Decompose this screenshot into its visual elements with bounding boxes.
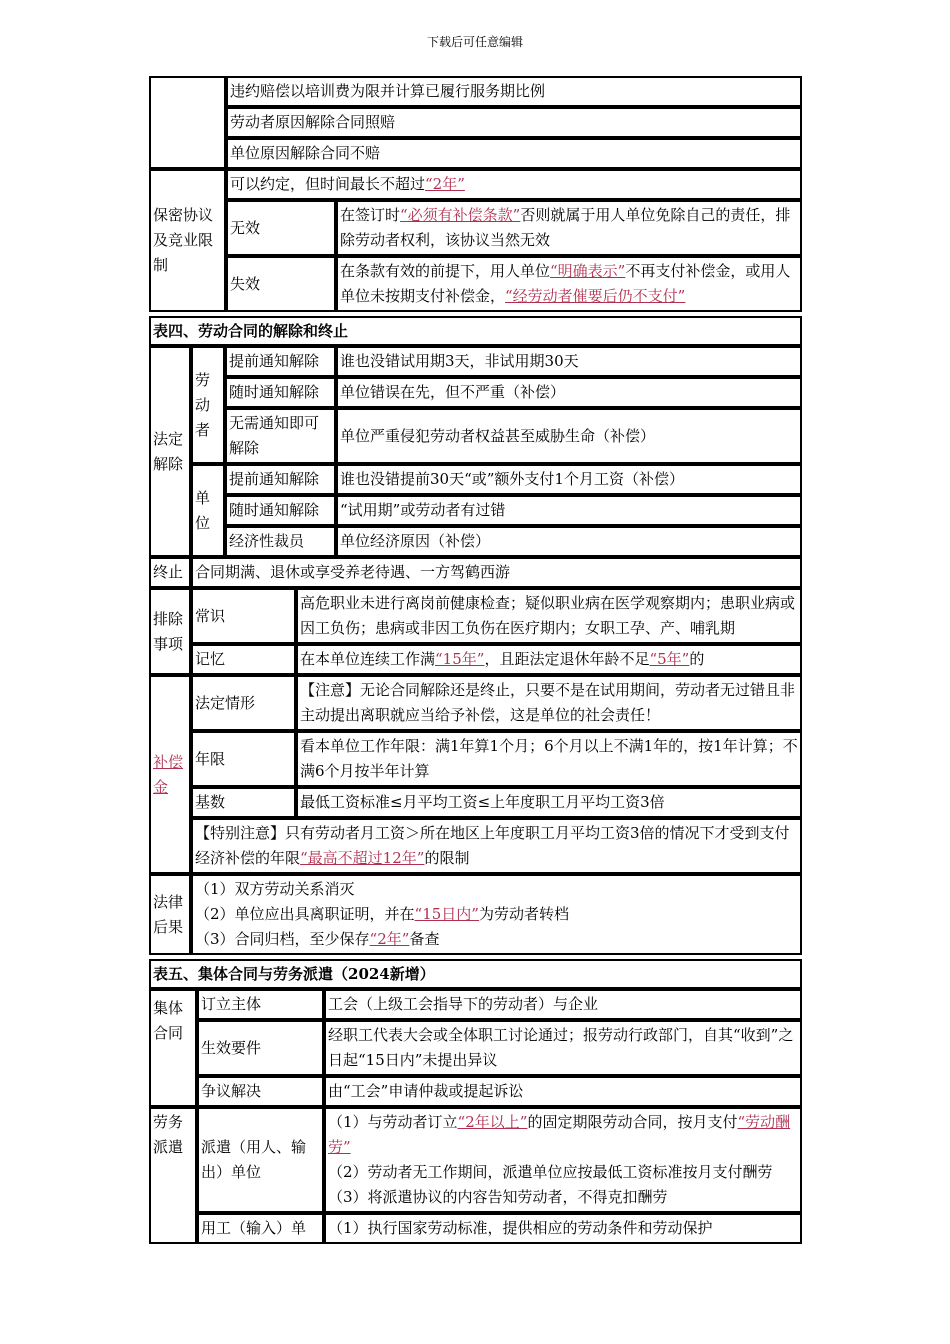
row-penalty: 违约赔偿以培训费为限并计算已履行服务期比例 [226, 76, 802, 107]
employer-unit-desc: （1）执行国家劳动标准，提供相应的劳动条件和劳动保护 [324, 1213, 802, 1244]
legal-consequence-label: 法律后果 [149, 874, 191, 955]
confidentiality-term: 可以约定，但时间最长不超过“2年” [226, 169, 802, 200]
table-five-title: 表五、集体合同与劳务派遣（2024新增） [149, 959, 802, 989]
memory-label: 记忆 [191, 644, 296, 675]
row-unit-reason: 单位原因解除合同不赔 [226, 138, 802, 169]
unit-advance-notice: 提前通知解除 [225, 464, 336, 495]
worker-advance-notice-desc: 谁也没错试用期3天，非试用期30天 [336, 346, 802, 377]
table-four [149, 316, 802, 955]
special-note: 【特别注意】只有劳动者月工资＞所在地区上年度职工月平均工资3倍的情况下才受到支付经济补偿的年限“最高不超过12年”的限制 [191, 818, 802, 874]
years-label: 年限 [191, 731, 296, 787]
economic-layoff-desc: 单位经济原因（补偿） [336, 526, 802, 557]
base-desc: 最低工资标准≤月平均工资≤上年度职工月平均工资3倍 [296, 787, 802, 818]
common-sense-label: 常识 [191, 588, 296, 644]
consequence-2: （2）单位应出具离职证明，并在“15日内”为劳动者转档 [195, 905, 569, 923]
legal-consequence-desc [191, 874, 802, 955]
lapse-text: 在条款有效的前提下，用人单位“明确表示”不再支付补偿金，或用人单位未按期支付补偿金，“经劳动者催要后仍不支付” [336, 256, 802, 312]
dispute-desc: 由“工会”申请仲裁或提起诉讼 [324, 1076, 802, 1107]
years-desc: 看本单位工作年限：满1年算1个月；6个月以上不满1年的，按1年计算；不满6个月按半年计算 [296, 731, 802, 787]
consequence-1: （1）双方劳动关系消灭 [195, 880, 355, 898]
training-confidentiality-table [149, 76, 802, 312]
confidentiality-label: 保密协议及竞业限制 [149, 169, 226, 312]
unit-advance-notice-desc: 谁也没错提前30天“或”额外支付1个月工资（补偿） [336, 464, 802, 495]
page-header: 下载后可任意编辑 [426, 35, 523, 49]
lapse-label: 失效 [226, 256, 336, 312]
termination-label: 终止 [149, 557, 191, 588]
economic-layoff: 经济性裁员 [225, 526, 336, 557]
employer-unit-label: 用工（输入）单 [197, 1213, 324, 1244]
row-worker-reason: 劳动者原因解除合同照赔 [226, 107, 802, 138]
worker-immediate-notice-desc: 单位错误在先，但不严重（补偿） [336, 377, 802, 408]
legal-case-desc: 【注意】无论合同解除还是终止，只要不是在试用期间，劳动者无过错且非主动提出离职就应当给予补偿，这是单位的社会责任！ [296, 675, 802, 731]
memory-desc: 在本单位连续工作满“15年”，且距法定退休年龄不足“5年”的 [296, 644, 802, 675]
dispatch-item-2: （2）劳动者无工作期间，派遣单位应按最低工资标准按月支付酬劳 [328, 1163, 773, 1181]
termination-desc: 合同期满、退休或享受养老待遇、一方驾鹤西游 [191, 557, 802, 588]
table-five [149, 959, 802, 1244]
unit-immediate-notice: 随时通知解除 [225, 495, 336, 526]
common-sense-desc: 高危职业未进行离岗前健康检查；疑似职业病在医学观察期内；患职业病或因工负伤；患病或非因工负伤在医疗期内；女职工孕、产、哺乳期 [296, 588, 802, 644]
dispute-label: 争议解决 [197, 1076, 324, 1107]
validity-desc: 经职工代表大会或全体职工讨论通过；报劳动行政部门，自其“收到”之日起“15日内”未提出异议 [324, 1020, 802, 1076]
dispatch-item-1: （1）与劳动者订立“2年以上”的固定期限劳动合同，按月支付“劳动酬劳” [328, 1113, 791, 1156]
table-four-title: 表四、劳动合同的解除和终止 [149, 316, 802, 346]
legal-case-label: 法定情形 [191, 675, 296, 731]
invalid-label: 无效 [226, 200, 336, 256]
dispatch-item-3: （3）将派遣协议的内容告知劳动者，不得克扣酬劳 [328, 1188, 668, 1206]
validity-label: 生效要件 [197, 1020, 324, 1076]
unit-label: 单位 [191, 464, 225, 557]
legal-termination-label: 法定解除 [149, 346, 191, 557]
empty-cell [149, 76, 226, 169]
unit-immediate-notice-desc: “试用期”或劳动者有过错 [336, 495, 802, 526]
collective-contract-label: 集体合同 [149, 989, 197, 1107]
dispatch-label: 劳务派遣 [149, 1107, 197, 1244]
document-body [149, 76, 802, 1244]
worker-immediate-notice: 随时通知解除 [225, 377, 336, 408]
compensation-label: 补偿金 [149, 675, 191, 874]
exclusion-label: 排除事项 [149, 588, 191, 675]
worker-advance-notice: 提前通知解除 [225, 346, 336, 377]
consequence-3: （3）合同归档，至少保存“2年”备查 [195, 930, 440, 948]
subject-label: 订立主体 [197, 989, 324, 1020]
subject-desc: 工会（上级工会指导下的劳动者）与企业 [324, 989, 802, 1020]
worker-label: 劳动者 [191, 346, 225, 464]
base-label: 基数 [191, 787, 296, 818]
dispatch-unit-label: 派遣（用人、输出）单位 [197, 1107, 324, 1213]
worker-no-notice: 无需通知即可解除 [225, 408, 336, 464]
invalid-text: 在签订时“必须有补偿条款”否则就属于用人单位免除自己的责任，排除劳动者权利，该协议当然无效 [336, 200, 802, 256]
dispatch-unit-desc [324, 1107, 802, 1213]
worker-no-notice-desc: 单位严重侵犯劳动者权益甚至威胁生命（补偿） [336, 408, 802, 464]
